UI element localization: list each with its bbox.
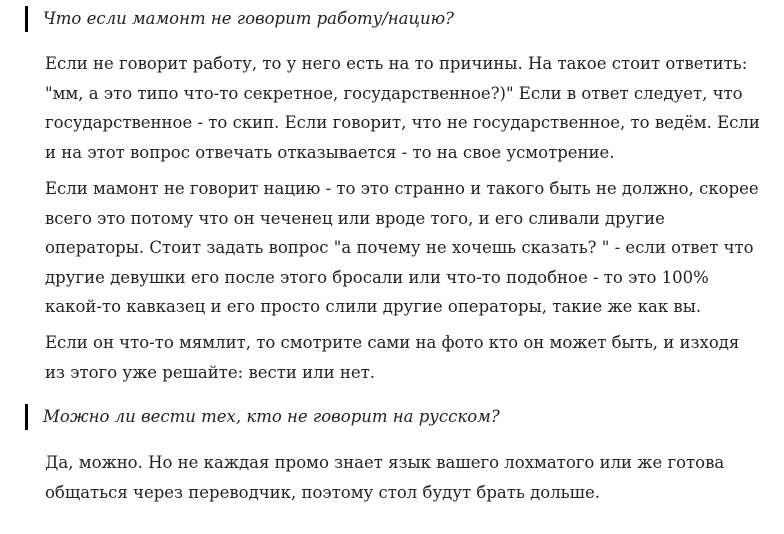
text-line: операторы. Стоит задать вопрос "а почему не хочешь сказать? " - если ответ что	[45, 238, 754, 257]
text-line: какой-то кавказец и его просто слили другие операторы, такие же как вы.	[45, 297, 702, 316]
paragraph	[45, 328, 765, 387]
text-line: государственное - то скип. Если говорит, что не государственное, то ведём. Если	[45, 113, 760, 132]
paragraph	[45, 448, 765, 507]
text-line: из этого уже решайте: вести или нет.	[45, 362, 375, 382]
text-line: Если мамонт не говорит нацию - то это странно и такого быть не должно, скорее	[45, 179, 759, 198]
text-line: Да, можно. Но не каждая промо знает язык вашего лохматого или же готова	[45, 453, 725, 472]
question-heading: Можно ли вести тех, кто не говорит на русском?	[25, 404, 500, 430]
question-heading: Что если мамонт не говорит работу/нацию?	[25, 6, 454, 32]
paragraph	[45, 49, 765, 167]
text-line: "мм, а это типо что-то секретное, государственное?)" Если в ответ следует, что	[45, 83, 743, 103]
text-line: общаться через переводчик, поэтому стол будут брать дольше.	[45, 482, 601, 502]
text-line: и на этот вопрос отвечать отказывается - то на свое усмотрение.	[45, 142, 615, 162]
text-line: Если он что-то мямлит, то смотрите сами на фото кто он может быть, и изходя	[45, 333, 740, 352]
text-line: другие девушки его после этого бросали или что-то подобное - то это 100%	[45, 267, 709, 287]
paragraph	[45, 174, 765, 322]
text-line: Если не говорит работу, то у него есть на то причины. На такое стоит ответить:	[45, 54, 748, 73]
text-line: всего это потому что он чеченец или вроде того, и его сливали другие	[45, 208, 665, 228]
